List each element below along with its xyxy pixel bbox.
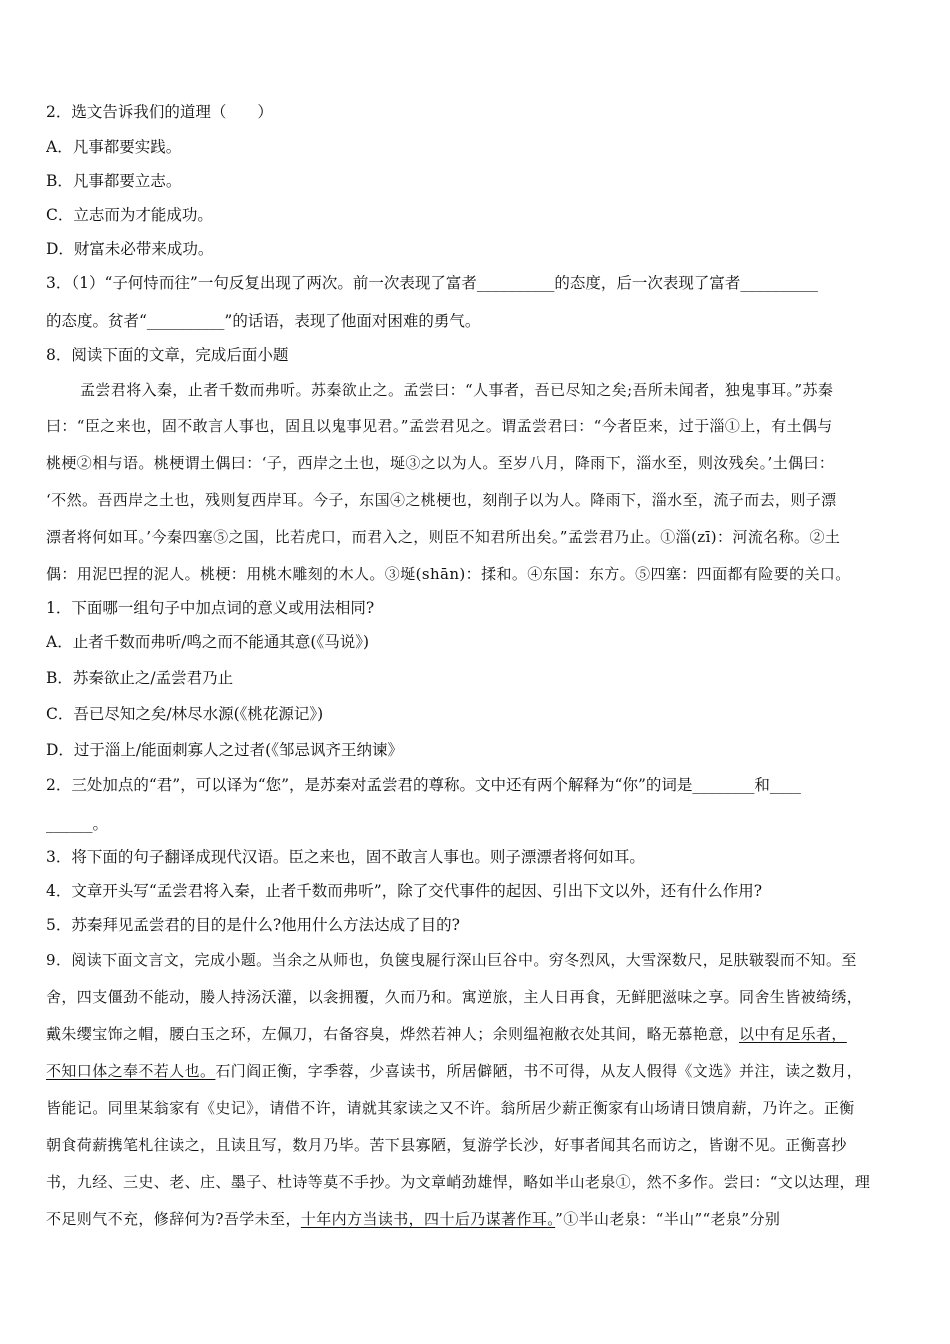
- q8-1-option-c: C．吾已尽知之矣/林尽水源(《桃花源记》): [46, 705, 324, 723]
- q8-2-stem-line1: 2．三处加点的“君”，可以译为“您”，是苏秦对孟尝君的尊称。文中还有两个解释为“你”的词是________和____: [46, 776, 801, 794]
- passage9-line8-text: 不足则气不充，修辞何为?吾学未至，: [46, 1210, 301, 1228]
- q3-stem-line2: 的态度。贫者“__________”的话语，表现了他面对困难的勇气。: [46, 312, 481, 330]
- passage9-line6: 朝食荷薪携笔札往读之，且读且写，数月乃毕。苦下县寡陋，复游学长沙，好事者闻其名而访之，皆谢不见。正衡喜抄: [46, 1136, 847, 1154]
- passage9-line8-note: ”①半山老泉：“半山”“老泉”分别: [555, 1210, 781, 1228]
- underlined-sentence: 不知口体之奉不若人也。: [46, 1062, 216, 1080]
- q8-1-option-d: D．过于淄上/能面刺寡人之过者(《邹忌讽齐王纳谏》: [46, 741, 403, 759]
- passage9-line1: 9．阅读下面文言文，完成小题。当余之从师也，负箧曳屣行深山巨谷中。穷冬烈风，大雪深数尺，足肤皲裂而不知。至: [46, 951, 857, 969]
- passage9-line5: 皆能记。同里某翁家有《史记》，请借不许，请就其家读之又不许。翁所居少薪正衡家有山场请日馈肩薪，乃许之。正衡: [46, 1099, 855, 1117]
- q8-2-stem-line2: ______。: [46, 815, 109, 833]
- q8-1-option-b: B．苏秦欲止之/孟尝君乃止: [46, 669, 234, 687]
- passage8-line2: 曰：“臣之来也，固不敢言人事也，固且以鬼事见君。”孟尝君见之。谓孟尝君曰：“今者臣来，过于淄①上，有土偶与: [46, 417, 833, 435]
- q8-1-option-a: A．止者千数而弗听/鸣之而不能通其意(《马说》): [46, 633, 370, 651]
- passage8-line6: 偶：用泥巴捏的泥人。桃梗：用桃木雕刻的木人。③埏(shān)：揉和。④东国：东方。⑤四塞：四面都有险要的关口。: [46, 565, 851, 583]
- q8-5-stem: 5．苏秦拜见孟尝君的目的是什么?他用什么方法达成了目的?: [46, 916, 460, 934]
- q2-option-b: B．凡事都要立志。: [46, 172, 182, 190]
- passage9-line7: 书，九经、三史、老、庄、墨子、杜诗等莫不手抄。为文章峭劲雄悍，略如半山老泉①，然不多作。尝曰：“文以达理，理: [46, 1173, 871, 1191]
- passage9-line8: [46, 1209, 914, 1229]
- passage8-line3: 桃梗②相与语。桃梗谓土偶曰：‘子，西岸之土也，埏③之以为人。至岁八月，降雨下，淄水至，则汝残矣。’土偶曰：: [46, 454, 835, 472]
- passage9-line4-text: 石门阎正衡，字季蓉，少喜读书，所居僻陋，书不可得，从友人假得《文选》并注，读之数月，: [215, 1062, 863, 1080]
- q8-1-stem: 1．下面哪一组句子中加点词的意义或用法相同?: [46, 599, 375, 617]
- passage8-line4: ‘不然。吾西岸之土也，残则复西岸耳。今子，东国④之桃梗也，刻削子以为人。降雨下，淄水至，流子而去，则子漂: [46, 491, 837, 509]
- underlined-sentence: 十年内方当读书，四十后乃谋著作耳。: [300, 1210, 556, 1228]
- passage9-line2: 舍，四支僵劲不能动，媵人持汤沃灌，以衾拥覆，久而乃和。寓逆旅，主人日再食，无鲜肥滋味之享。同舍生皆被绮绣，: [46, 988, 863, 1006]
- passage8-line5: 漂者将何如耳。’今秦四塞⑤之国，比若虎口，而君入之，则臣不知君所出矣。”孟尝君乃止。①淄(zī)：河流名称。②土: [46, 528, 841, 546]
- passage9-line3: [46, 1024, 914, 1044]
- passage9-line3-text: 戴朱缨宝饰之帽，腰白玉之环，左佩刀，右备容臭，烨然若神人；余则缊袍敝衣处其间，略无慕艳意，: [46, 1025, 740, 1043]
- q8-4-stem: 4．文章开头写“孟尝君将入秦，止者千数而弗听”，除了交代事件的起因、引出下文以外，还有什么作用?: [46, 882, 763, 900]
- q3-stem-line1: 3．（1）“子何恃而往”一句反复出现了两次。前一次表现了富者__________的态度，后一次表现了富者__________: [46, 274, 818, 292]
- section8-heading: 8．阅读下面的文章，完成后面小题: [46, 346, 289, 364]
- q2-option-d: D．财富未必带来成功。: [46, 240, 214, 258]
- q8-3-stem: 3．将下面的句子翻译成现代汉语。臣之来也，固不敢言人事也。则子漂漂者将何如耳。: [46, 848, 645, 866]
- underlined-sentence: 以中有足乐者，: [739, 1025, 847, 1043]
- q2-option-a: A．凡事都要实践。: [46, 138, 182, 156]
- passage9-line4: [46, 1061, 914, 1081]
- q2-option-c: C．立志而为才能成功。: [46, 206, 213, 224]
- q2-stem: 2．选文告诉我们的道理（ ）: [46, 103, 273, 121]
- passage8-line1: 孟尝君将入秦，止者千数而弗听。苏秦欲止之。孟尝曰：“人事者，吾已尽知之矣;吾所未闻者，独鬼事耳。”苏秦: [80, 381, 834, 399]
